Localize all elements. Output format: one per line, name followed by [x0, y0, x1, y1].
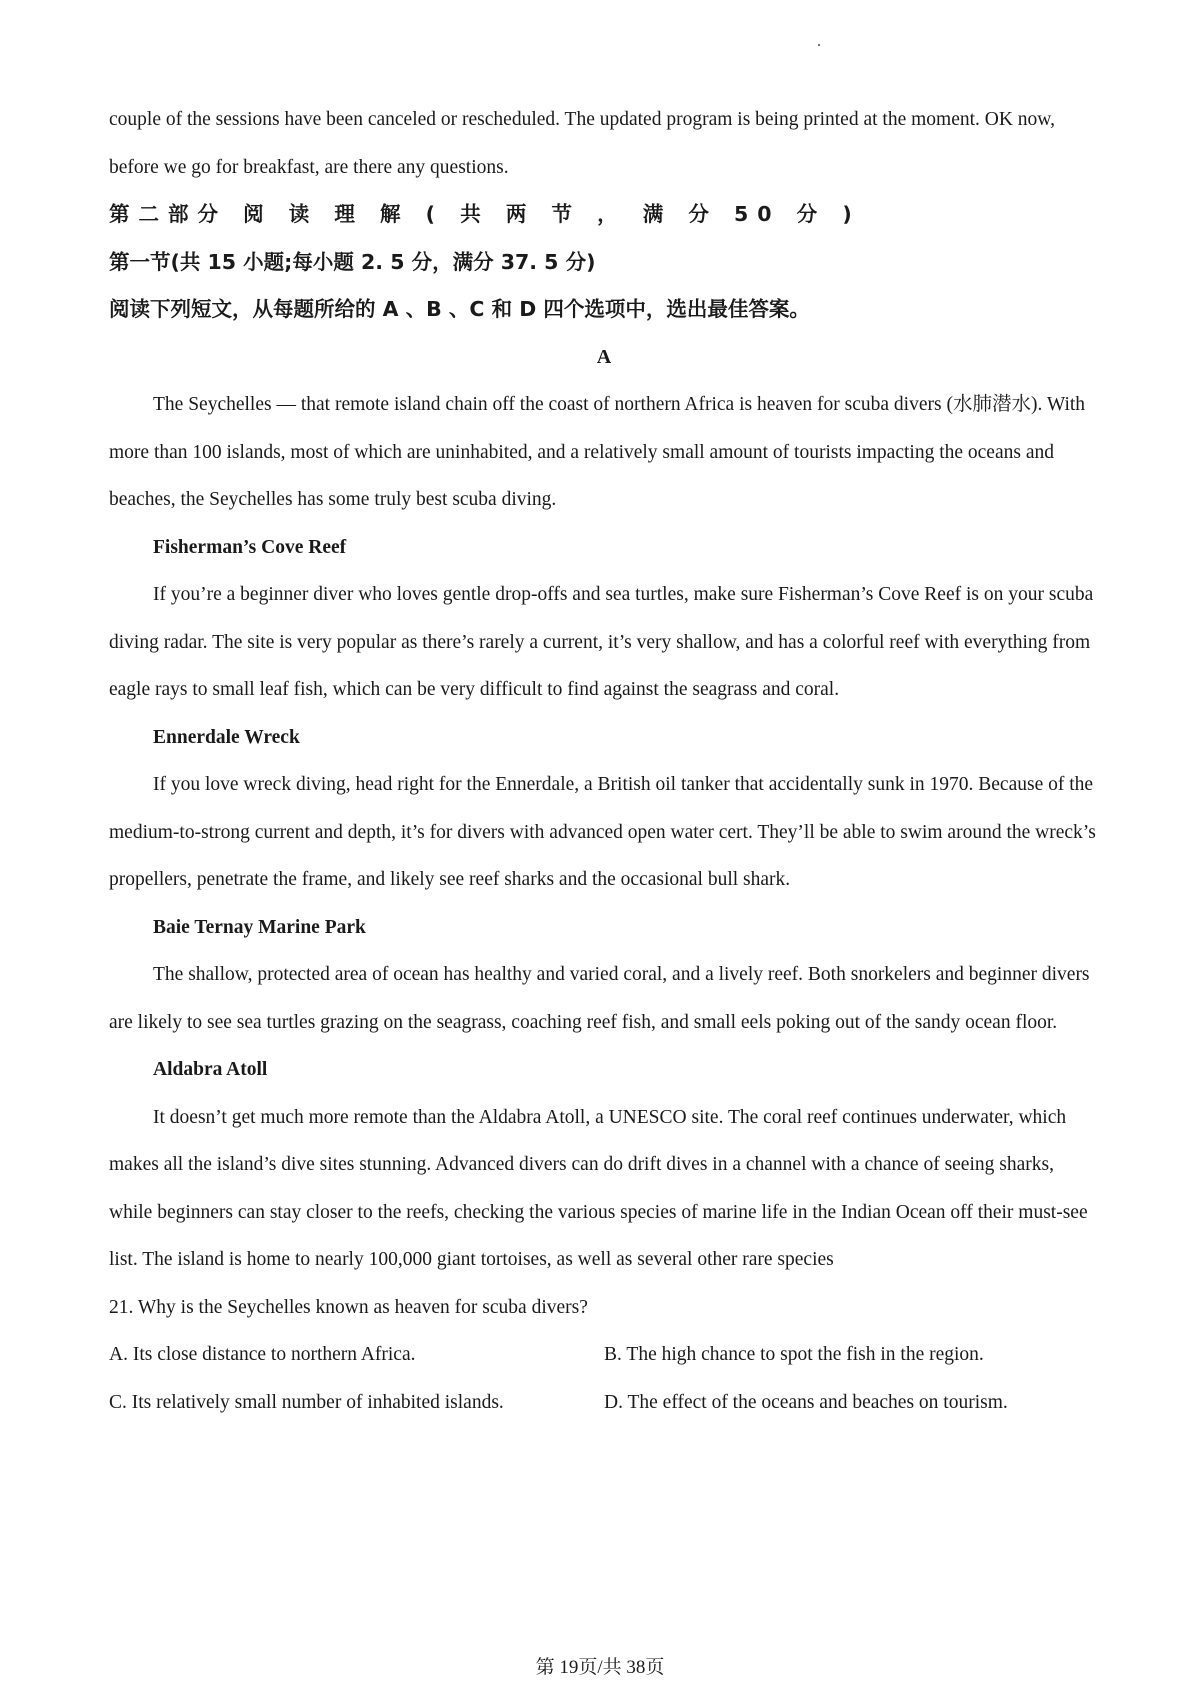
page-footer: 第 19页/共 38页 — [535, 1657, 665, 1678]
site-text-ennerdale: If you love wreck diving, head right for the Ennerdale, a British oil tanker that accidentally sunk in 1970. Because of the medium-to-strong current and depth, it’s for divers with advanced open water cert. They’ll be able to swim around the wreck’s propellers, penetrate the frame, and likely see reef sharks and the occasional bull shark. — [109, 774, 1096, 890]
question-options — [109, 1331, 1099, 1426]
option-a: A. Its close distance to northern Africa. — [109, 1344, 416, 1365]
section-title: 第一节(共 15 小题;每小题 2. 5 分，满分 37. 5 分) — [109, 249, 596, 274]
site-heading-baie-ternay: Baie Ternay Marine Park — [153, 916, 366, 938]
part-title: 第二部分 阅 读 理 解 ( 共 两 节 ， 满 分 50 分 ) — [109, 202, 861, 226]
document-page — [109, 96, 1099, 1426]
question-stem: 21. Why is the Seychelles known as heaven for scuba divers? — [109, 1296, 588, 1318]
passage-intro: The Seychelles — that remote island chain off the coast of northern Africa is heaven for scuba divers (水肺潜水). With more than 100 islands, most of which are uninhabited, and a relatively small amount of tourists impacting the oceans and beaches, the Seychelles has some truly best scuba diving. — [109, 394, 1086, 510]
intro-paragraph: couple of the sessions have been canceled or rescheduled. The updated program is being printed at the moment. OK now, before we go for breakfast, are there any questions. — [109, 109, 1055, 178]
option-b: B. The high chance to spot the fish in the region. — [604, 1344, 984, 1365]
site-text-fishermans-cove: If you’re a beginner diver who loves gentle drop-offs and sea turtles, make sure Fisherman’s Cove Reef is on your scuba diving radar. The site is very popular as there’s rarely a current, it’s very shallow, and has a colorful reef with everything from eagle rays to small leaf fish, which can be very difficult to find against the seagrass and coral. — [109, 584, 1094, 700]
option-d: D. The effect of the oceans and beaches on tourism. — [604, 1391, 1008, 1413]
site-heading-ennerdale: Ennerdale Wreck — [153, 726, 300, 748]
option-c: C. Its relatively small number of inhabited islands. — [109, 1391, 504, 1413]
site-text-baie-ternay: The shallow, protected area of ocean has healthy and varied coral, and a lively reef. Both snorkelers and beginner divers are likely to see sea turtles grazing on the seagrass, coaching reef fish, and small eels poking out of the sandy ocean floor. — [109, 964, 1090, 1033]
site-heading-fishermans-cove: Fisherman’s Cove Reef — [153, 536, 347, 558]
passage-label: A — [596, 345, 612, 368]
site-text-aldabra: It doesn’t get much more remote than the Aldabra Atoll, a UNESCO site. The coral reef continues underwater, which makes all the island’s dive sites stunning. Advanced divers can do drift dives in a channel with a chance of seeing sharks, while beginners can stay closer to the reefs, checking the various species of marine life in the Indian Ocean off their must-see list. The island is home to nearly 100,000 giant tortoises, as well as several other rare species — [109, 1106, 1088, 1270]
instructions: 阅读下列短文，从每题所给的 A 、B 、C 和 D 四个选项中，选出最佳答案。 — [109, 297, 810, 321]
site-heading-aldabra: Aldabra Atoll — [153, 1059, 268, 1080]
scan-dot — [818, 44, 820, 46]
